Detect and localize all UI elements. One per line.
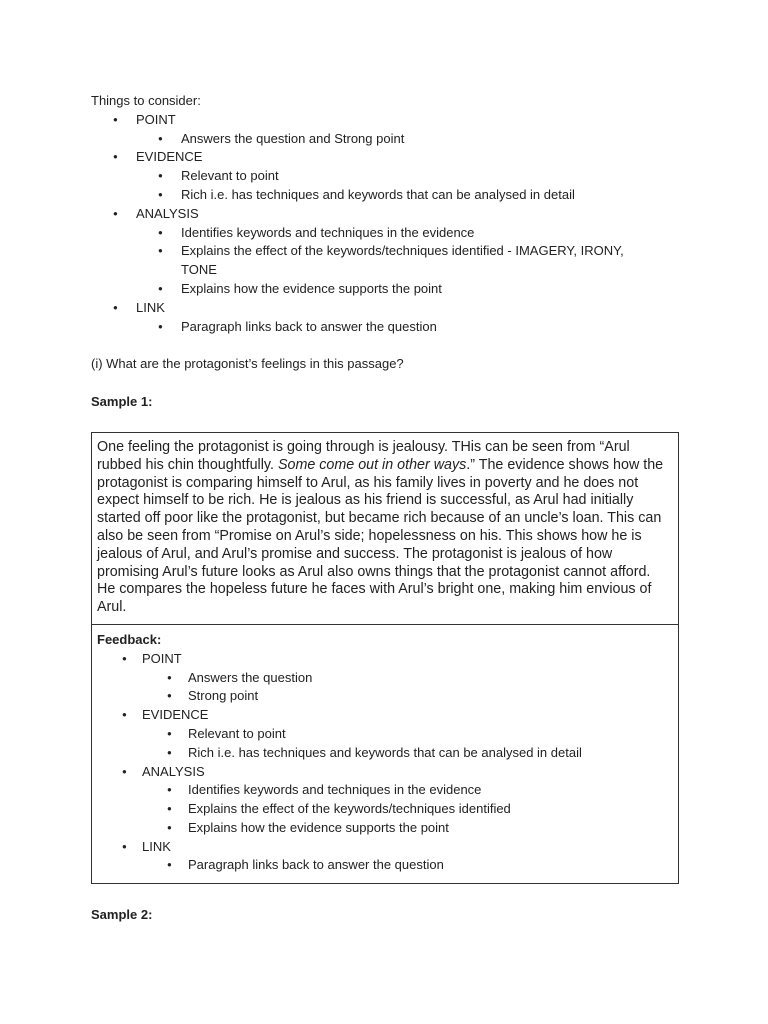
list-item: ● LINK xyxy=(91,299,681,318)
list-item: ● Paragraph links back to answer the question xyxy=(91,318,681,337)
list-item: ● EVIDENCE xyxy=(97,706,672,725)
answer-text: One feeling the protagonist is going through is jealousy. THis can be seen from “Arul rubbed his chin thoughtfully. xyxy=(97,438,630,473)
list-item: ● Identifies keywords and techniques in the evidence xyxy=(91,224,681,243)
list-item: ● Paragraph links back to answer the question xyxy=(97,856,672,875)
list-item: ● Explains how the evidence supports the point xyxy=(91,280,681,299)
list-item: ● LINK xyxy=(97,838,672,857)
list-item: ● POINT xyxy=(97,650,672,669)
list-item: ● Answers the question and Strong point xyxy=(91,130,681,149)
list-item: ● Explains the effect of the keywords/techniques identified xyxy=(97,800,672,819)
question-text: (i) What are the protagonist’s feelings in this passage? xyxy=(91,356,404,372)
sample-1-heading: Sample 1: xyxy=(91,394,153,410)
list-item: ● ANALYSIS xyxy=(97,763,672,782)
list-item: ● Relevant to point xyxy=(97,725,672,744)
list-item: ● Explains how the evidence supports the point xyxy=(97,819,672,838)
list-item: ● Identifies keywords and techniques in the evidence xyxy=(97,781,672,800)
list-item: ● EVIDENCE xyxy=(91,148,681,167)
list-item: ● POINT xyxy=(91,111,681,130)
sample-1-box xyxy=(91,432,679,884)
intro-checklist xyxy=(91,111,681,337)
list-item: ● Rich i.e. has techniques and keywords that can be analysed in detail xyxy=(97,744,672,763)
list-item: ● Explains the effect of the keywords/techniques identified - IMAGERY, IRONY, TONE xyxy=(91,242,681,280)
list-item: ● Strong point xyxy=(97,687,672,706)
sample-1-feedback xyxy=(92,625,678,883)
intro-title: Things to consider: xyxy=(91,93,201,108)
answer-quote: Some come out in other ways xyxy=(277,456,467,473)
feedback-checklist xyxy=(97,650,672,876)
list-item: ● Relevant to point xyxy=(91,167,681,186)
list-item: ● ANALYSIS xyxy=(91,205,681,224)
sample-2-heading: Sample 2: xyxy=(91,907,153,923)
list-item: ● Rich i.e. has techniques and keywords that can be analysed in detail xyxy=(91,186,681,205)
list-item: ● Answers the question xyxy=(97,669,672,688)
document-page xyxy=(91,92,681,925)
sample-1-answer xyxy=(92,433,678,625)
feedback-title: Feedback: xyxy=(97,631,162,647)
answer-text: .” The evidence shows how the protagonist is comparing himself to Arul, as his family lives in poverty and he does not expect himself to be rich. He is jealous as his friend is successful, as Arul had initially started off poor like the protagonist, but became rich because of an uncle’s loan. This can also be seen from “Promise on Arul’s side; hopelessness on his. This shows how he is jealous of Arul, and Arul’s promise and success. The protagonist is jealous of how promising Arul’s future looks as Arul also owns things that the protagonist cannot afford. He compares the hopeless future he faces with Arul’s bright one, making him envious of Arul. xyxy=(97,456,664,616)
